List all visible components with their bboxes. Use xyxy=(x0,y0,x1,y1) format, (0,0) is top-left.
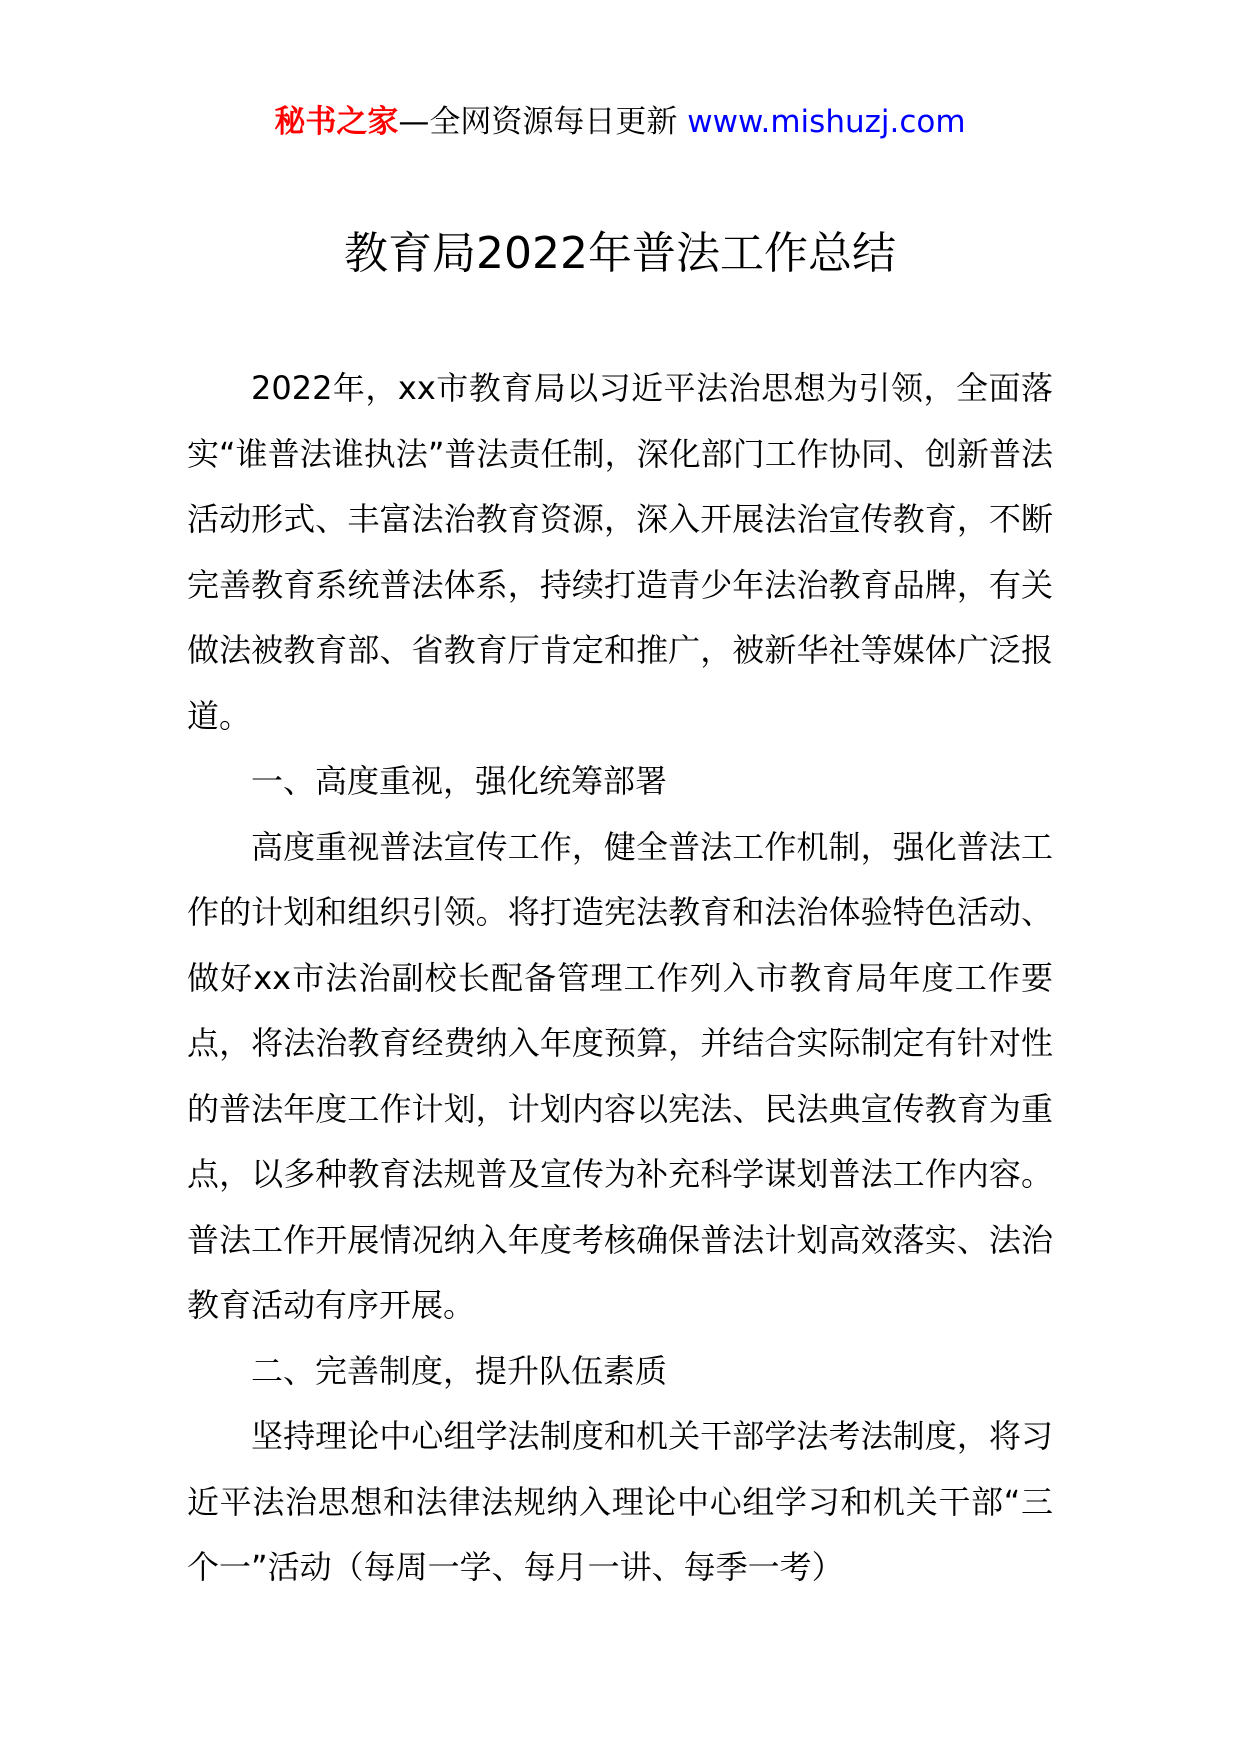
document-body xyxy=(187,356,1053,1601)
document-title: 教育局2022年普法工作总结 xyxy=(344,228,896,279)
watermark-banner xyxy=(0,102,1240,142)
section-heading-1: 一、高度重视，强化统筹部署 xyxy=(251,762,668,800)
watermark-brand: 秘书之家 xyxy=(274,104,399,140)
section-paragraph-1: 高度重视普法宣传工作，健全普法工作机制，强化普法工作的计划和组织引领。将打造宪法教育和法治体验特色活动、做好xx市法治副校长配备管理工作列入市教育局年度工作要点，将法治教育经费纳入年度预算，并结合实际制定有针对性的普法年度工作计划，计划内容以宪法、民法典宣传教育为重点，以多种教育法规普及宣传为补充科学谋划普法工作内容。普法工作开展情况纳入年度考核确保普法计划高效落实、法治教育活动有序开展。 xyxy=(187,827,1053,1324)
intro-paragraph: 2022年，xx市教育局以习近平法治思想为引领，全面落实“谁普法谁执法”普法责任制，深化部门工作协同、创新普法活动形式、丰富法治教育资源，深入开展法治宣传教育，不断完善教育系统普法体系，持续打造青少年法治教育品牌，有关做法被教育部、省教育厅肯定和推广，被新华社等媒体广泛报道。 xyxy=(187,369,1053,735)
watermark-slogan: —全网资源每日更新 xyxy=(398,104,688,140)
section-paragraph-2: 坚持理论中心组学法制度和机关干部学法考法制度，将习近平法治思想和法律法规纳入理论中心组学习和机关干部“三个一”活动（每周一学、每月一讲、每季一考） xyxy=(187,1417,1053,1586)
section-heading-2: 二、完善制度，提升队伍素质 xyxy=(251,1351,668,1390)
watermark-url[interactable]: www.mishuzj.com xyxy=(687,104,966,140)
